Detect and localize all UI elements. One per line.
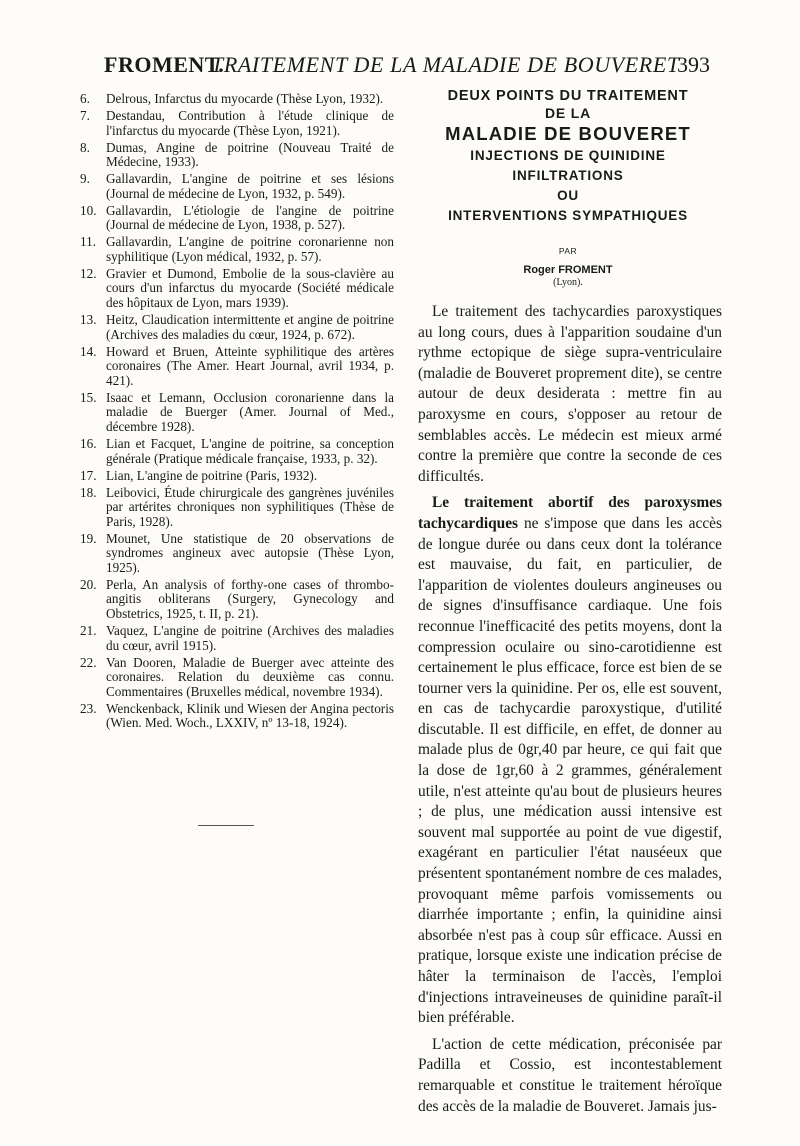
reference-item [80, 656, 394, 700]
reference-item [80, 391, 394, 435]
reference-number: 7. [80, 107, 90, 123]
page-number: 393 [677, 52, 710, 77]
reference-number: 18. [80, 484, 97, 500]
reference-text: Mounet, Une statistique de 20 observations de syndromes angineux avec autopsie (Thèse Lyon, 1925). [106, 530, 394, 575]
reference-text: Vaquez, L'angine de poitrine (Archives des maladies du cœur, avril 1915). [106, 623, 394, 653]
reference-number: 23. [80, 700, 97, 716]
reference-item [80, 267, 394, 311]
article-author: Roger FROMENT [523, 264, 613, 276]
reference-text: Perla, An analysis of forthy-one cases of thrombo-angitis obliterans (Surgery, Gynecology and Obstetrics, 1925, t. II, p. 21). [106, 576, 394, 622]
reference-item [80, 172, 394, 201]
reference-number: 10. [80, 202, 97, 218]
article-subtitle-line: OU [557, 188, 579, 203]
reference-text: Howard et Bruen, Atteinte syphilitique des artères coronaires (The Amer. Heart Journal, avril 1934, p. 421). [106, 343, 394, 388]
article-title-line: DE LA [545, 105, 591, 121]
body-paragraph: L'action de cette médication, préconisée par Padilla et Cossio, est incontestablement remarquable et constitue le traitement héroïque des accès de la maladie de Bouveret. Jamais jus- [418, 1035, 722, 1115]
reference-text: Gallavardin, L'angine de poitrine coronarienne non syphilitique (Lyon médical, 1932, p. 57). [106, 234, 394, 264]
article-subtitle-line: INFILTRATIONS [512, 168, 624, 183]
reference-item [80, 313, 394, 342]
reference-item [80, 437, 394, 466]
reference-item [80, 578, 394, 622]
reference-number: 17. [80, 467, 97, 483]
article-title-line: DEUX POINTS DU TRAITEMENT [447, 88, 689, 104]
body-paragraph: Le traitement des tachycardies paroxystiques au long cours, dues à l'apparition soudaine d'un rythme ectopique de siège supra-ventriculaire (maladie de Bouveret proprement dite), se centre autour de deux desiderata : mettre fin au paroxysme en cours, s'opposer au retour de semblables accès. Le médecin est mieux armé contre la première que contre la seconde de ces difficultés. [418, 303, 722, 485]
reference-number: 11. [80, 234, 96, 250]
reference-number: 6. [80, 91, 90, 106]
reference-item [80, 141, 394, 170]
reference-number: 16. [80, 435, 97, 451]
running-header [88, 52, 710, 82]
reference-number: 14. [80, 343, 97, 359]
article-body [418, 302, 722, 1123]
reference-text: Lian, L'angine de poitrine (Paris, 1932). [106, 467, 318, 483]
paragraph-text: ne s'impose que dans les accès de longue durée ou dans ceux dont la tolérance est mauvaise, du fait, en particulier, de l'apparition de violentes douleurs angineuses ou de signes d'insuffisance cardiaque. Une fois reconnue l'inefficacité des petits moyens, dont la compression oculaire ou sino-carotidienne est certainement le plus efficace, force est bien de se tourner vers la quinidine. Per os, elle est souvent, en cas de tachycardie paroxystique, d'utilité discutable. Il est difficile, en effet, de donner au malade plus de 0gr,40 par heure, ce qui fait que la dose de 1gr,60 à 2 grammes, généralement utile, n'est atteinte qu'au bout de plusieurs heures ; de plus, une médication aussi intensive est souvent mal supportée au point de vue digestif, exagérant en particulier l'état nauséeux que présentent spontanément nombre de ces malades, provoquant même parfois vomissements ou diarrhée importante ; enfin, la quinidine ainsi absorbée n'est pas à coup sûr efficace. Aussi en pratique, lorsque existe une indication précise de hâter la terminaison de l'accès, l'emploi d'injections intraveineuses de quinidine paraît-il bien préférable. [418, 514, 722, 1027]
reference-number: 21. [80, 623, 97, 639]
reference-text: Gallavardin, L'angine de poitrine et ses lésions (Journal de médecine de Lyon, 1932, p. 549). [106, 171, 394, 201]
reference-text: Van Dooren, Maladie de Buerger avec atteinte des coronaires. Relation du deuxième cas connu. Commentaires (Bruxelles médical, novembre 1934). [106, 654, 394, 699]
reference-text: Dumas, Angine de poitrine (Nouveau Traité de Médecine, 1933). [106, 139, 394, 170]
reference-item [80, 469, 394, 484]
reference-text: Gallavardin, L'étiologie de l'angine de poitrine (Journal de médecine de Lyon, 1938, p. 527). [106, 202, 394, 233]
reference-item [80, 702, 394, 731]
reference-item [80, 109, 394, 138]
reference-item [80, 486, 394, 530]
reference-number: 8. [80, 139, 90, 155]
article-subtitle-line: INTERVENTIONS SYMPATHIQUES [448, 208, 688, 223]
reference-text: Lian et Facquet, L'angine de poitrine, sa conception générale (Pratique médicale française, 1933, p. 32). [106, 435, 394, 466]
reference-number: 20. [80, 576, 97, 592]
reference-number: 15. [80, 389, 97, 405]
reference-text: Destandau, Contribution à l'étude clinique de l'infarctus du myocarde (Thèse Lyon, 1921). [106, 107, 394, 138]
header-author: FROMENT. [104, 52, 225, 77]
article-author-city: (Lyon). [553, 277, 583, 288]
reference-item [80, 92, 394, 107]
article-title-main: MALADIE DE BOUVERET [445, 123, 691, 144]
reference-item [80, 235, 394, 264]
reference-text: Gravier et Dumond, Embolie de la sous-clavière au cours d'un infarctus du myocarde (Société médicale des hôpitaux de Lyon, mars 1939). [106, 265, 394, 311]
reference-item [80, 204, 394, 233]
paragraph-lead: Le traitement abortif des paroxysmes tachycardiques [418, 494, 722, 532]
reference-item [80, 624, 394, 653]
reference-number: 9. [80, 171, 90, 187]
reference-text: Wenckenback, Klinik und Wiesen der Angina pectoris (Wien. Med. Woch., LXXIV, nº 13-18, 1924). [106, 700, 394, 731]
reference-number: 19. [80, 530, 97, 546]
reference-item [80, 532, 394, 576]
body-paragraph [418, 493, 722, 1028]
article-heading [416, 88, 720, 288]
article-subtitle-line: INJECTIONS DE QUINIDINE [470, 148, 666, 163]
end-rule [198, 825, 254, 826]
reference-text: Heitz, Claudication intermittente et angine de poitrine (Archives des maladies du cœur, 1924, p. 672). [106, 312, 394, 342]
reference-text: Delrous, Infarctus du myocarde (Thèse Lyon, 1932). [106, 91, 384, 106]
reference-number: 12. [80, 265, 97, 281]
byline: PAR [558, 246, 578, 256]
header-title: TRAITEMENT DE LA MALADIE DE BOUVERET [211, 52, 680, 77]
reference-list [80, 92, 394, 733]
reference-number: 22. [80, 654, 97, 670]
reference-number: 13. [80, 312, 97, 328]
reference-text: Leibovici, Étude chirurgicale des gangrènes juvéniles par artérites chroniques non syphilitiques (Thèse de Paris, 1928). [106, 484, 394, 529]
reference-text: Isaac et Lemann, Occlusion coronarienne dans la maladie de Buerger (Amer. Journal of Med., décembre 1928). [106, 389, 394, 434]
reference-item [80, 345, 394, 389]
